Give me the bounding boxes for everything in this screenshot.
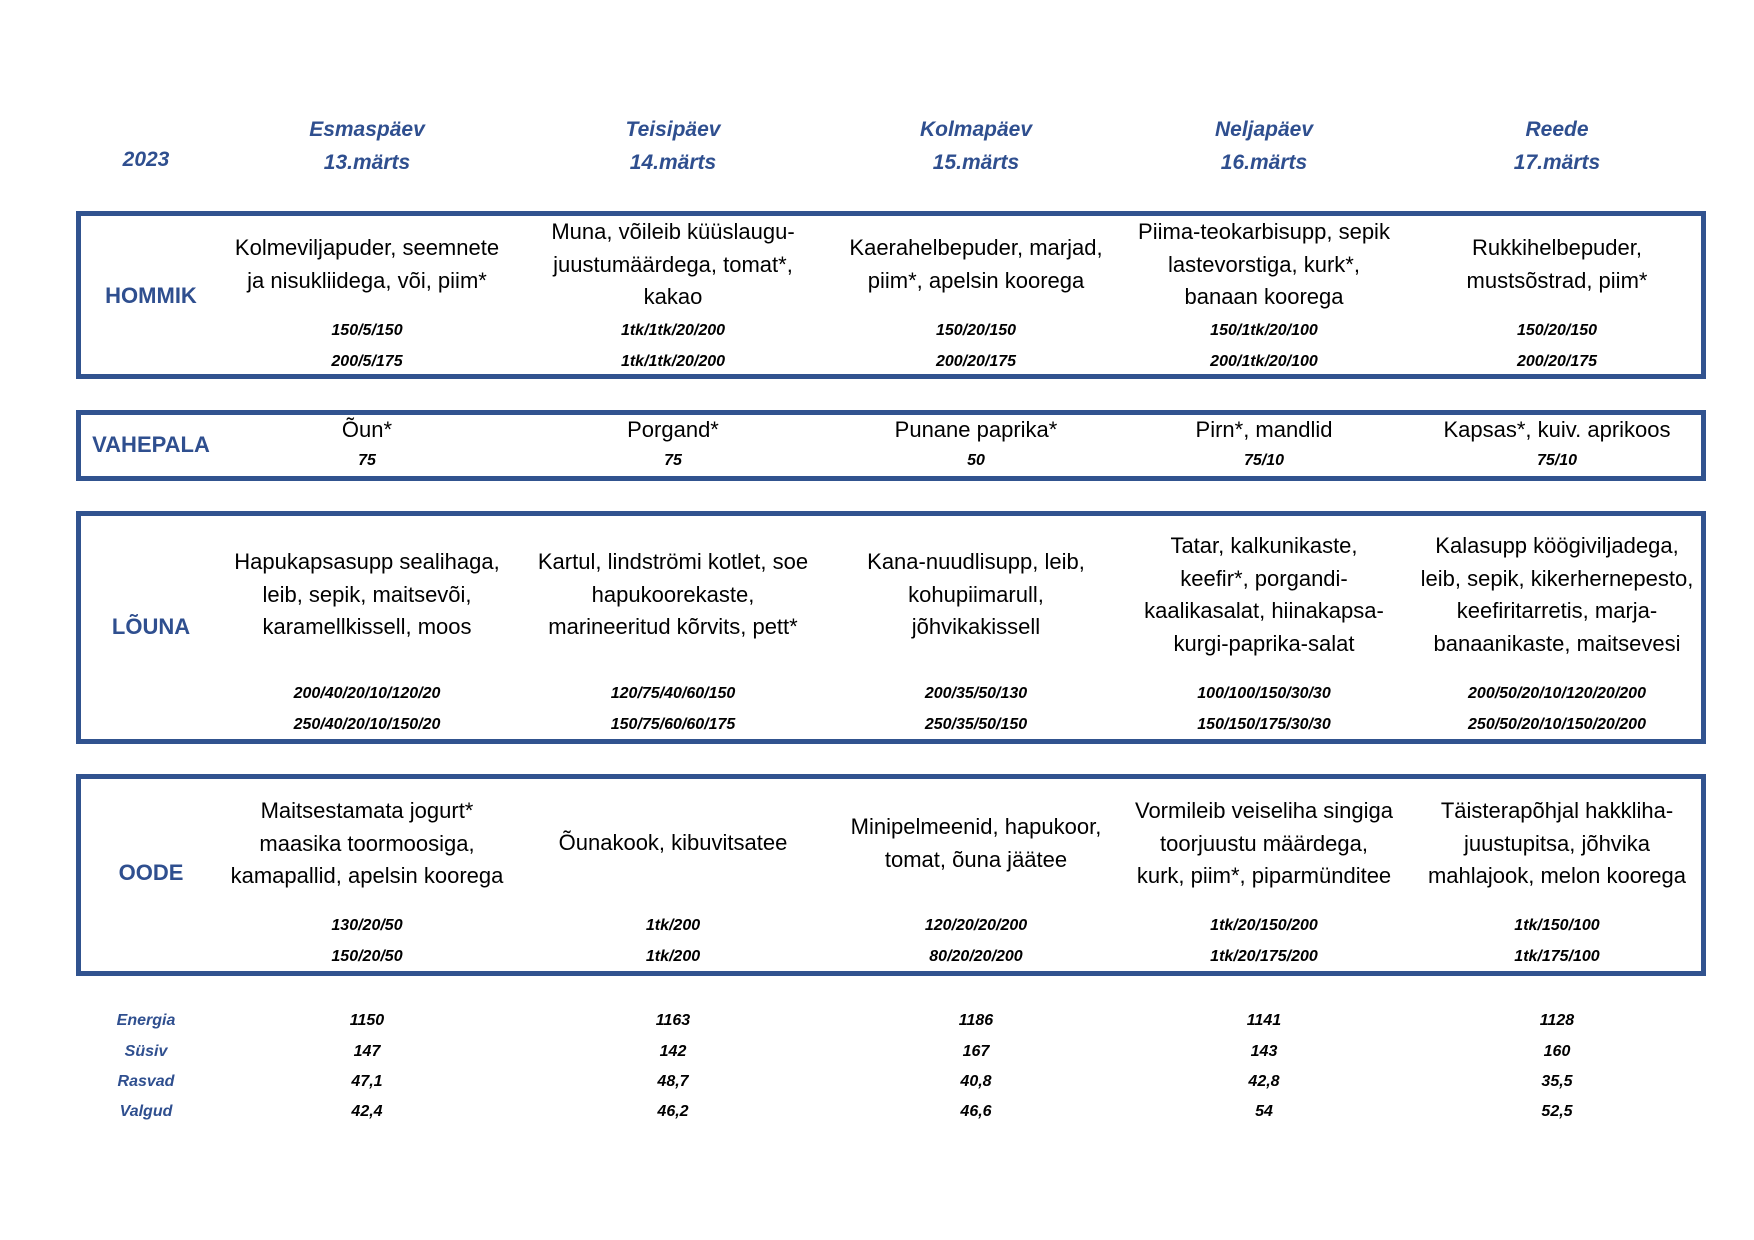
dish-line: Õunakook, kibuvitsatee <box>558 830 788 855</box>
dish-oode-wed <box>831 811 1121 876</box>
portion-vahepala-thu: 75/10 <box>1243 452 1285 469</box>
dish-oode-mon <box>222 795 512 893</box>
portion-vahepala-mon: 75 <box>358 452 376 469</box>
nutrition-value: 40,8 <box>960 1073 992 1090</box>
dish-line: juustumäärdega, tomat*, <box>553 251 793 277</box>
day-date: 17.märts <box>1513 151 1601 174</box>
portion-line: 100/100/150/30/30 <box>1197 685 1331 702</box>
portion-hommik-wed <box>831 321 1121 372</box>
dish-line: marineeritud kõrvits, pett* <box>548 614 798 639</box>
portion-line: 250/50/20/10/150/20/200 <box>1468 716 1646 733</box>
portion-line: 200/35/50/130 <box>924 685 1028 702</box>
meal-label-oode: OODE <box>118 860 184 885</box>
day-header-tuesday <box>523 113 823 179</box>
portion-hommik-fri <box>1412 321 1702 372</box>
portion-line: 200/5/175 <box>331 353 403 370</box>
dish-oode-thu <box>1119 795 1409 893</box>
day-name: Neljapäev <box>1214 118 1314 141</box>
dish-line: Tatar, kalkunikaste, <box>1170 533 1358 558</box>
portion-line: 80/20/20/200 <box>929 948 1023 965</box>
dish-line: maasika toormoosiga, <box>259 830 475 856</box>
dish-line: Piima-teokarbisupp, sepik <box>1138 219 1390 244</box>
portion-oode-fri <box>1412 916 1702 967</box>
nutrition-value: 52,5 <box>1541 1103 1573 1120</box>
portion-line: 1tk/150/100 <box>1514 917 1600 934</box>
dish-vahepala-tue <box>528 414 818 447</box>
dish-line: Kalasupp köögiviljadega, <box>1435 533 1679 558</box>
portion-line: 150/20/50 <box>331 948 403 965</box>
portion-louna-mon <box>222 684 512 735</box>
dish-line: Maitsestamata jogurt* <box>260 798 474 823</box>
dish-hommik-mon <box>222 232 512 297</box>
portion-oode-mon <box>222 916 512 967</box>
dish-line: Kolmeviljapuder, seemnete <box>234 235 500 260</box>
portion-line: 1tk/1tk/20/200 <box>620 322 726 339</box>
portion-vahepala-wed: 50 <box>967 452 985 469</box>
portion-line: 150/75/60/60/175 <box>610 716 736 733</box>
nutrition-label-valgud: Valgud <box>119 1103 173 1120</box>
dish-louna-wed <box>831 546 1121 644</box>
portion-line: 150/150/175/30/30 <box>1197 716 1331 733</box>
dish-hommik-thu <box>1119 216 1409 314</box>
portion-line: 200/40/20/10/120/20 <box>293 685 441 702</box>
meal-label-hommik: HOMMIK <box>105 283 197 308</box>
day-header-friday <box>1407 113 1707 179</box>
meal-label-louna: LÕUNA <box>111 614 191 639</box>
portion-louna-tue <box>528 684 818 735</box>
day-name: Teisipäev <box>625 118 721 141</box>
dish-vahepala-wed <box>831 414 1121 447</box>
dish-line: Punane paprika* <box>894 417 1058 442</box>
portion-oode-tue <box>528 916 818 967</box>
dish-line: juustupitsa, jõhvika <box>1464 830 1650 856</box>
day-header-monday <box>217 113 517 179</box>
portion-line: 1tk/200 <box>645 948 701 965</box>
day-date: 14.märts <box>629 151 717 174</box>
portion-line: 1tk/175/100 <box>1514 948 1600 965</box>
dish-line: Hapukapsasupp sealihaga, <box>234 549 500 574</box>
dish-line: Porgand* <box>627 417 719 442</box>
dish-line: piim*, apelsin koorega <box>867 267 1085 293</box>
portion-vahepala-fri: 75/10 <box>1536 452 1578 469</box>
dish-line: Täisterapõhjal hakkliha- <box>1440 798 1674 823</box>
portion-line: 200/50/20/10/120/20/200 <box>1468 685 1646 702</box>
portion-oode-wed <box>831 916 1121 967</box>
portion-line: 150/20/150 <box>935 322 1017 339</box>
portion-line: 120/75/40/60/150 <box>610 685 736 702</box>
nutrition-value: 35,5 <box>1541 1073 1573 1090</box>
nutrition-value: 160 <box>1543 1043 1571 1060</box>
portion-line: 250/35/50/150 <box>924 716 1028 733</box>
day-header-wednesday <box>826 113 1126 179</box>
portion-line: 200/1tk/20/100 <box>1210 353 1318 370</box>
meal-label-vahepala: VAHEPALA <box>92 432 210 457</box>
nutrition-value: 42,4 <box>351 1103 383 1120</box>
dish-line: Muna, võileib küüslaugu- <box>551 219 795 244</box>
dish-line: kurk, piim*, piparmünditee <box>1136 863 1392 888</box>
dish-line: hapukoorekaste, <box>591 581 755 607</box>
dish-line: leib, sepik, maitsevõi, <box>262 581 472 607</box>
dish-line: kaalikasalat, hiinakapsa- <box>1144 598 1384 623</box>
dish-hommik-tue <box>528 216 818 314</box>
nutrition-value: 1141 <box>1246 1012 1282 1029</box>
portion-line: 150/1tk/20/100 <box>1210 322 1318 339</box>
dish-line: Kaerahelbepuder, marjad, <box>849 235 1103 260</box>
dish-line: banaanikaste, maitsevesi <box>1433 630 1681 656</box>
dish-vahepala-mon <box>222 414 512 447</box>
portion-oode-thu <box>1119 916 1409 967</box>
dish-line: banaan koorega <box>1184 284 1344 309</box>
day-name: Kolmapäev <box>919 118 1033 141</box>
dish-line: keefir*, porgandi- <box>1180 565 1348 591</box>
portion-hommik-tue <box>528 321 818 372</box>
nutrition-value: 47,1 <box>351 1073 383 1090</box>
nutrition-value: 142 <box>659 1043 687 1060</box>
dish-line: Kartul, lindströmi kotlet, soe <box>537 549 809 574</box>
dish-vahepala-fri <box>1412 414 1702 447</box>
dish-line: leib, sepik, kikerhernepesto, <box>1420 565 1694 591</box>
dish-line: kurgi-paprika-salat <box>1173 630 1355 656</box>
dish-line: Pirn*, mandlid <box>1195 417 1333 442</box>
day-name: Reede <box>1525 118 1589 141</box>
dish-louna-mon <box>222 546 512 644</box>
nutrition-value: 46,6 <box>960 1103 992 1120</box>
dish-line: toorjuustu määrdega, <box>1160 830 1368 856</box>
portion-line: 150/5/150 <box>331 322 403 339</box>
dish-louna-thu <box>1119 530 1409 660</box>
nutrition-value: 1186 <box>958 1012 994 1029</box>
dish-line: lastevorstiga, kurk*, <box>1168 251 1360 277</box>
day-name: Esmaspäev <box>309 118 425 141</box>
nutrition-label-rasvad: Rasvad <box>117 1073 175 1090</box>
nutrition-value: 143 <box>1250 1043 1278 1060</box>
year-label: 2023 <box>122 148 170 171</box>
nutrition-value: 46,2 <box>657 1103 689 1120</box>
portion-line: 200/20/175 <box>935 353 1017 370</box>
nutrition-value: 1150 <box>349 1012 385 1029</box>
portion-hommik-thu <box>1119 321 1409 372</box>
dish-hommik-fri <box>1412 232 1702 297</box>
portion-louna-thu <box>1119 684 1409 735</box>
portion-line: 150/20/150 <box>1516 322 1598 339</box>
nutrition-label-susiv: Süsiv <box>124 1043 168 1060</box>
dish-line: Kana-nuudlisupp, leib, <box>867 549 1085 574</box>
dish-line: kamapallid, apelsin koorega <box>230 863 504 888</box>
nutrition-label-energia: Energia <box>116 1012 176 1029</box>
portion-louna-wed <box>831 684 1121 735</box>
day-date: 16.märts <box>1220 151 1308 174</box>
dish-line: mahlajook, melon koorega <box>1427 863 1687 888</box>
dish-line: kohupiimarull, <box>908 581 1044 607</box>
portion-line: 130/20/50 <box>331 917 403 934</box>
portion-louna-fri <box>1412 684 1702 735</box>
portion-line: 200/20/175 <box>1516 353 1598 370</box>
nutrition-value: 147 <box>353 1043 381 1060</box>
portion-line: 1tk/20/175/200 <box>1210 948 1318 965</box>
day-header-thursday <box>1114 113 1414 179</box>
nutrition-value: 1163 <box>655 1012 691 1029</box>
portion-line: 1tk/200 <box>645 917 701 934</box>
dish-line: karamellkissell, moos <box>262 614 472 639</box>
nutrition-value: 42,8 <box>1248 1073 1280 1090</box>
portion-vahepala-tue: 75 <box>664 452 682 469</box>
portion-line: 250/40/20/10/150/20 <box>293 716 441 733</box>
dish-hommik-wed <box>831 232 1121 297</box>
dish-vahepala-thu <box>1119 414 1409 447</box>
dish-line: Minipelmeenid, hapukoor, <box>850 814 1102 839</box>
dish-line: ja nisukliidega, või, piim* <box>247 267 487 293</box>
nutrition-value: 54 <box>1255 1103 1273 1120</box>
portion-line: 1tk/20/150/200 <box>1210 917 1318 934</box>
dish-line: Rukkihelbepuder, <box>1471 235 1642 260</box>
dish-line: Õun* <box>341 417 393 442</box>
nutrition-value: 167 <box>962 1043 990 1060</box>
dish-line: Vormileib veiseliha singiga <box>1134 798 1394 823</box>
dish-line: keefiritarretis, marja- <box>1456 598 1658 623</box>
day-date: 13.märts <box>323 151 411 174</box>
dish-line: jõhvikakissell <box>911 614 1041 639</box>
dish-line: mustsõstrad, piim* <box>1466 267 1648 293</box>
dish-louna-fri <box>1412 530 1702 660</box>
dish-oode-tue <box>528 827 818 860</box>
portion-hommik-mon <box>222 321 512 372</box>
portion-line: 1tk/1tk/20/200 <box>620 353 726 370</box>
dish-louna-tue <box>528 546 818 644</box>
day-date: 15.märts <box>932 151 1020 174</box>
dish-oode-fri <box>1412 795 1702 893</box>
portion-line: 120/20/20/200 <box>924 917 1028 934</box>
dish-line: kakao <box>643 284 703 309</box>
nutrition-value: 48,7 <box>657 1073 689 1090</box>
dish-line: tomat, õuna jäätee <box>884 846 1068 872</box>
nutrition-value: 1128 <box>1539 1012 1575 1029</box>
dish-line: Kapsas*, kuiv. aprikoos <box>1443 417 1671 442</box>
